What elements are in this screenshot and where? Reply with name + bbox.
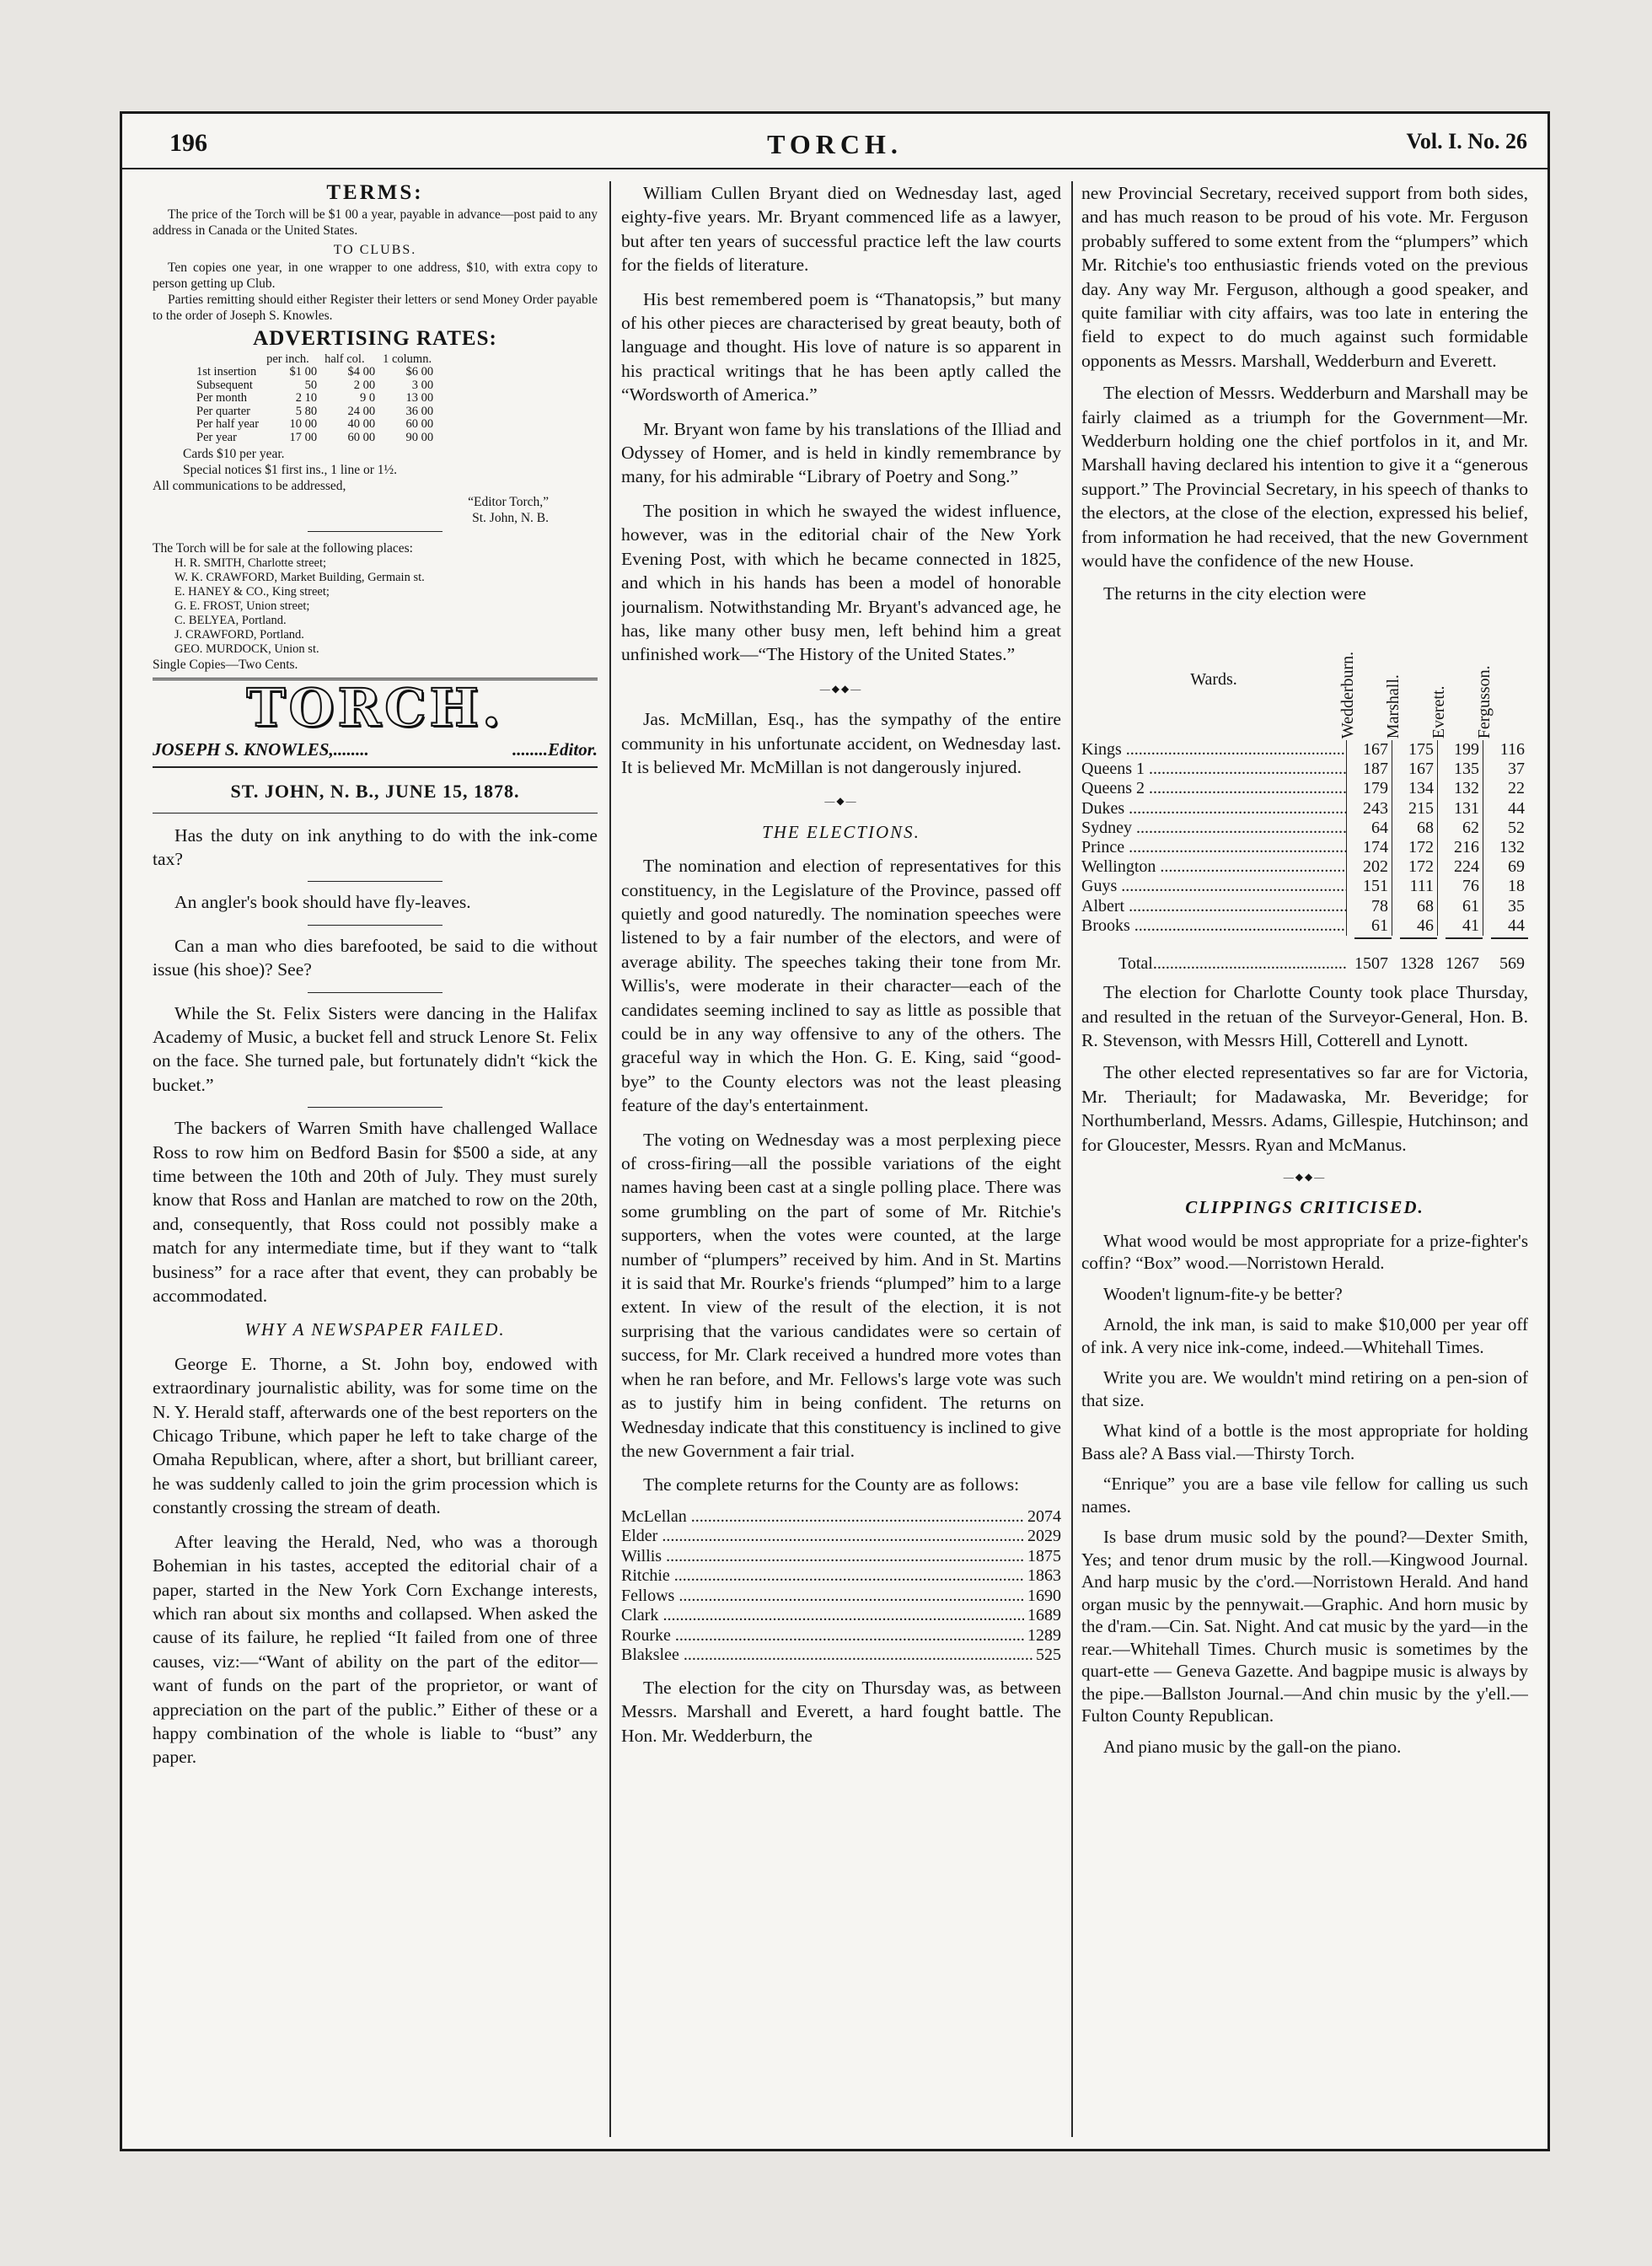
list-item: W. K. CRAWFORD, Market Building, Germain st.: [174, 571, 425, 585]
editor-address-2: St. John, N. B.: [472, 511, 549, 526]
city-returns-table: [1081, 614, 1528, 974]
article-heading: CLIPPINGS CRITICISED.: [1185, 1197, 1424, 1218]
communications-line: All communications to be addressed,: [153, 479, 346, 494]
table-row: Blakslee ..... 525: [621, 1646, 1061, 1666]
table-row: Clark ..... 1689: [621, 1606, 1061, 1626]
ornament-divider: —◆—: [824, 795, 858, 808]
paragraph: Is base drum music sold by the pound?—Dexter Smith, Yes; and tenor drum music by the roll.—Kingwood Journal. And harp music by the c'ord.—Norristown Herald. And hand organ music by the pennywait.—Graphic. And horn music by the d'ram.—Cin. Sat. Night. And cat music by the yard—in the rear.—Whitehall Times. Church music is sometimes by the quart-ette — Geneva Gazette. And bagpipe music is always by the pipe.—Ballston Journal.—And chin music by the y'ell.—Fulton County Republican.: [1081, 1527, 1528, 1726]
paragraph: His best remembered poem is “Thanatopsis,” but many of his other pieces are characterised by great beauty, both of language and thought. His love of nature is so apparent in his practical writings that he has been aptly called the “Wordsworth of America.”: [621, 288, 1061, 405]
table-row: Queens 1 ..... 187 167 135 37: [1081, 760, 1528, 779]
table-row: Brooks ..... 61 46 41 44: [1081, 916, 1528, 936]
paragraph: An angler's book should have fly-leaves.: [174, 892, 471, 913]
paragraph: Jas. McMillan, Esq., has the sympathy of the entire community in his unfortunate accident, on Wednesday last. It is believed Mr. McMillan is not dangerously injured.: [621, 709, 1061, 777]
terms-remit: Parties remitting should either Register their letters or send Money Order payable to the order of Joseph S. Knowles.: [153, 293, 598, 324]
candidate-header: Marshall.: [1383, 674, 1403, 738]
table-row: McLellan ..... 2074: [621, 1507, 1061, 1528]
paragraph: The voting on Wednesday was a most perplexing piece of cross-firing—all the possible variations of the eight names having been cast at a single polling place. There was some grumbling on the part of some of Mr. Ritchie's supporters, when the votes were counted, at the large number of “plumpers” received by him. And in St. Martins it is said that Mr. Rourke's friends “plumped” him to a large extent. In view of the result of the election, it is not surprising that the various candidates were so certain of success, for Mr. Clark received a hundred more votes than when he ran before, and Mr. Fellows's large vote was such as to justify him in being confident. The returns on Wednesday indicate that this constituency is inclined to give the new Government a fair trial.: [621, 1129, 1061, 1461]
single-copies: Single Copies—Two Cents.: [153, 658, 298, 673]
totals-rule: [1081, 937, 1528, 939]
clubs-heading: TO CLUBS.: [333, 243, 417, 258]
table-row: Guys ..... 151 111 76 18: [1081, 877, 1528, 896]
terms-block: [153, 207, 598, 324]
table-row: Sydney ..... 64 68 62 52: [1081, 819, 1528, 838]
newspaper-title: TORCH.: [767, 129, 903, 159]
masthead: [153, 677, 598, 739]
table-row: Wellington ..... 202 172 224 69: [1081, 857, 1528, 877]
candidate-header: Everett.: [1429, 685, 1448, 738]
paragraph: What wood would be most appropriate for a prize-fighter's coffin? “Box” wood.—Norristown Herald.: [1081, 1230, 1528, 1274]
paragraph: The election of Messrs. Wedderburn and Marshall may be fairly claimed as a triumph for the Government—Mr. Wedderburn holding one the chief portfolos in it, and Mr. Marshall having declared his intention to give it a “generous support.” The Provincial Secretary, in his speech of thanks to the electors, at the close of the election, expressed his belief, from information he had received, that the new Government would have the confidence of the new House.: [1081, 383, 1528, 572]
list-item: E. HANEY & CO., King street;: [174, 585, 330, 599]
county-returns: [621, 1507, 1061, 1666]
list-item: C. BELYEA, Portland.: [174, 614, 287, 628]
divider: [308, 531, 442, 532]
article-heading: WHY A NEWSPAPER FAILED.: [244, 1319, 506, 1340]
column-divider: [609, 181, 611, 2137]
table-row: Ritchie ..... 1863: [621, 1566, 1061, 1587]
column-divider: [1071, 181, 1073, 2137]
divider: [153, 813, 598, 814]
paragraph: “Enrique” you are a base vile fellow for calling us such names.: [1081, 1474, 1528, 1517]
page-number: 196: [169, 129, 207, 157]
table-row: Prince ..... 174 172 216 132: [1081, 838, 1528, 857]
terms-clubs: Ten copies one year, in one wrapper to one address, $10, with extra copy to person getting up Club.: [153, 260, 598, 292]
table-row: Subsequent 50 2 00 3 00: [196, 378, 434, 392]
table-row: 1st insertion $1 00 $4 00 $6 00: [196, 365, 434, 379]
ornament-divider: —◆◆—: [819, 682, 863, 695]
list-item: GEO. MURDOCK, Union st.: [174, 642, 319, 657]
masthead-title: TORCH.: [246, 677, 504, 739]
table-row: Per quarter 5 80 24 00 36 00: [196, 404, 434, 418]
table-row: Albert ..... 78 68 61 35: [1081, 897, 1528, 916]
candidate-header: Fergusson.: [1474, 665, 1494, 738]
editor-line: [153, 738, 598, 768]
sale-intro: The Torch will be for sale at the following places:: [153, 541, 413, 556]
terms-price: The price of the Torch will be $1 00 a year, payable in advance—post paid to any address in Canada or the United States.: [153, 207, 598, 239]
paragraph: The returns in the city election were: [1103, 583, 1366, 604]
paragraph: Can a man who dies barefooted, be said to die without issue (his shoe)? See?: [153, 935, 598, 980]
advertising-rates-table: [196, 353, 441, 445]
paragraph: new Provincial Secretary, received support from both sides, and has much reason to be proud of his vote. Mr. Ferguson probably suffered to some extent from the “plumpers” which Mr. Ritchie's too enthusiastic friends voted on the previous day. Any way Mr. Ferguson, although a good speaker, and quite familiar with city affairs, was too late in entering the field to expect to do much against such formidable opponents as Messrs. Marshall, Wedderburn and Everett.: [1081, 183, 1528, 371]
totals-row: Total ..... 1507 1328 1267 569: [1081, 954, 1528, 974]
dateline: ST. JOHN, N. B., JUNE 15, 1878.: [230, 781, 520, 803]
clippings: [1081, 1230, 1528, 1759]
newspaper-page: [120, 111, 1550, 2151]
table-row: Willis ..... 1875: [621, 1547, 1061, 1567]
paragraph: And piano music by the gall-on the piano.: [1103, 1736, 1402, 1757]
cards-notice: Cards $10 per year.: [183, 447, 285, 462]
paragraph: Write you are. We wouldn't mind retiring on a pen-sion of that size.: [1081, 1367, 1528, 1410]
column-1: [153, 181, 598, 2137]
column-3: [1081, 181, 1528, 2137]
header-rule: [122, 168, 1547, 169]
table-row: Queens 2 ..... 179 134 132 22: [1081, 779, 1528, 798]
advertising-heading: ADVERTISING RATES:: [253, 327, 497, 351]
editor-name: JOSEPH S. KNOWLES,........: [153, 738, 369, 760]
article-heading: THE ELECTIONS.: [762, 821, 920, 842]
list-item: H. R. SMITH, Charlotte street;: [174, 556, 327, 571]
table-row: Per month 2 10 9 0 13 00: [196, 391, 434, 405]
paragraph: The position in which he swayed the widest influence, however, was in the editorial chair of the New York Evening Post, with which he became connected in 1825, and which in his hands has been a model of honorable journalism. Notwithstanding Mr. Bryant's advanced age, he has, like many other busy men, left behind him a great unfinished work—“The History of the United States.”: [621, 500, 1061, 665]
rate-column-header: half col.: [324, 352, 365, 366]
wards-label: Wards.: [1190, 669, 1237, 689]
paragraph: William Cullen Bryant died on Wednesday last, aged eighty-five years. Mr. Bryant commenced life as a lawyer, but after ten years of successful practice left the law courts for the fields of literature.: [621, 183, 1061, 276]
divider: [308, 925, 442, 926]
paragraph: The backers of Warren Smith have challenged Wallace Ross to row him on Bedford Basin for $500 a side, at any time between the 10th and 20th of July. They must surely know that Ross and Hanlan are matched to row on the 20th, and, consequently, that Ross could not possibly make a match for any intermediate time, but if they want to “talk business” for a race after that event, they can probably be accommodated.: [153, 1118, 598, 1307]
divider: [308, 992, 442, 993]
paragraph: Arnold, the ink man, is said to make $10,000 per year off of ink. A very nice ink-come, indeed.—Whitehall Times.: [1081, 1314, 1528, 1357]
rate-column-header: per inch.: [266, 352, 309, 366]
table-row: Rourke ..... 1289: [621, 1626, 1061, 1646]
paragraph: While the St. Felix Sisters were dancing in the Halifax Academy of Music, a bucket fell and struck Lenore St. Felix on the face. She turned pale, but fortunately didn't “kick the bucket.”: [153, 1002, 598, 1095]
page-header: [122, 114, 1547, 164]
paragraph: Wooden't lignum-fite-y be better?: [1103, 1283, 1343, 1304]
table-row: Per half year 10 00 40 00 60 00: [196, 417, 434, 432]
paragraph: George E. Thorne, a St. John boy, endowed with extraordinary journalistic ability, was for some time on the N. Y. Herald staff, afterwards one of the best reporters on the Chicago Tribune, which paper he left to take charge of the Omaha Republican, where, after a short, but brilliant career, he was suddenly called to join the grim procession which is constantly crossing the stream of death.: [153, 1353, 598, 1518]
rate-column-header: 1 column.: [383, 352, 432, 366]
paragraph: After leaving the Herald, Ned, who was a thorough Bohemian in his tastes, accepted the editorial chair of a paper, started in the New York Corn Exchange interests, which ran about six months and collapsed. When asked the cause of its failure, he replied “It failed from one of three causes, viz:—“Want of ability on the part of the editor—want of funds on the part of the proprietor, or want of appreciation on the part of the public.” Either of these or a happy combination of the whole is liable to “bust” any paper.: [153, 1531, 598, 1768]
volume-number: Vol. I. No. 26: [1406, 129, 1527, 153]
ornament-divider: —◆◆—: [1283, 1170, 1327, 1183]
column-2: [621, 181, 1061, 2137]
sale-places: [153, 556, 598, 657]
table-row: Per year 17 00 60 00 90 00: [196, 430, 434, 444]
table-row: Fellows ..... 1690: [621, 1587, 1061, 1607]
paragraph: The election for the city on Thursday was, as between Messrs. Marshall and Everett, a hard fought battle. The Hon. Mr. Wedderburn, the: [621, 1677, 1061, 1746]
terms-heading: TERMS:: [326, 181, 424, 204]
city-returns-header: [1081, 614, 1528, 740]
list-item: G. E. FROST, Union street;: [174, 599, 310, 614]
paragraph: The election for Charlotte County took place Thursday, and resulted in the retuan of the Surveyor-General, Hon. B. R. Stevenson, with Messrs Hill, Cotterell and Lynott.: [1081, 982, 1528, 1050]
list-item: J. CRAWFORD, Portland.: [174, 628, 304, 642]
divider: [308, 881, 442, 882]
editor-address-1: “Editor Torch,”: [468, 495, 549, 510]
divider: [308, 1107, 442, 1108]
paragraph: The complete returns for the County are as follows:: [643, 1474, 1020, 1495]
table-row: Elder ..... 2029: [621, 1527, 1061, 1547]
table-row: Kings ..... 167 175 199 116: [1081, 740, 1528, 760]
paragraph: Has the duty on ink anything to do with the ink-come tax?: [153, 824, 598, 869]
paragraph: The nomination and election of representatives for this constituency, in the Legislature of the Province, passed off quietly and good naturedly. The nomination speeches were listened to by a fair number of the electors, and were of average ability. The speeches taking their tone from Mr. Willis's, were moderate in their character—each of the candidates seeming inclined to say as little as possible that could be in any way offensive to any of the others. The graceful way in which the Hon. G. E. King, said “good-bye” to the County electors was not the least pleasing feature of the day's entertainment.: [621, 856, 1061, 1116]
special-notice: Special notices $1 first ins., 1 line or 1½.: [183, 463, 397, 478]
paragraph: Mr. Bryant won fame by his translations of the Illiad and Odyssey of Homer, and is held in kindly remembrance by many, for his admirable “Library of Poetry and Song.”: [621, 418, 1061, 487]
paragraph: The other elected representatives so far are for Victoria, Mr. Theriault; for Madawaska, Mr. Beveridge; for Northumberland, Messrs. Adams, Gillespie, Hutchinson; and for Gloucester, Messrs. Ryan and McManus.: [1081, 1062, 1528, 1155]
table-row: Dukes ..... 243 215 131 44: [1081, 799, 1528, 819]
editor-role: ........Editor.: [512, 738, 598, 760]
paragraph: What kind of a bottle is the most appropriate for holding Bass ale? A Bass vial.—Thirsty Torch.: [1081, 1420, 1528, 1463]
candidate-header: Wedderburn.: [1338, 651, 1357, 738]
